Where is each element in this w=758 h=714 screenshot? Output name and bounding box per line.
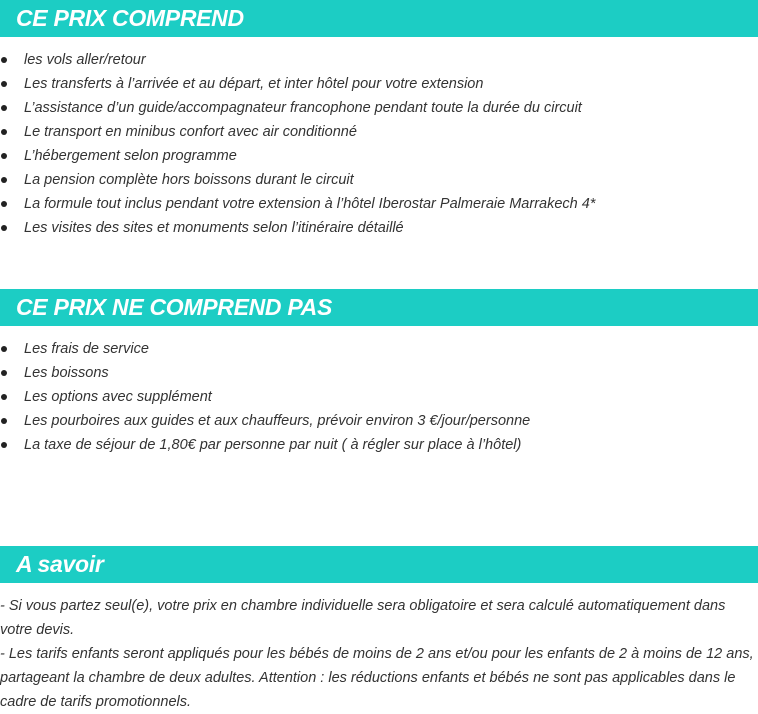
list-item	[0, 337, 758, 361]
list-item	[0, 192, 758, 216]
list-item-text: La formule tout inclus pendant votre extension à l’hôtel Iberostar Palmeraie Marrakech 4*	[24, 196, 596, 212]
list-item-text: Les transferts à l’arrivée et au départ, et inter hôtel pour votre extension	[24, 76, 484, 92]
list-item-text: La taxe de séjour de 1,80€ par personne par nuit ( à régler sur place à l’hôtel)	[24, 437, 522, 453]
bullet-icon	[1, 81, 7, 87]
list-item	[0, 361, 758, 385]
bullet-icon	[1, 346, 7, 352]
list-item	[0, 409, 758, 433]
list-item	[0, 216, 758, 240]
bullet-icon	[1, 418, 7, 424]
bullet-icon	[1, 394, 7, 400]
bullet-icon	[1, 57, 7, 63]
info-text-block	[0, 594, 756, 714]
list-item-text: La pension complète hors boissons durant le circuit	[24, 172, 354, 188]
bullet-icon	[1, 129, 7, 135]
list-item-text: L’assistance d’un guide/accompagnateur francophone pendant toute la durée du circuit	[24, 100, 582, 116]
list-item	[0, 144, 758, 168]
list-item-text: L’hébergement selon programme	[24, 148, 237, 164]
excluded-section-title: CE PRIX NE COMPREND PAS	[0, 289, 758, 326]
included-section-title: CE PRIX COMPREND	[0, 0, 758, 37]
bullet-icon	[1, 225, 7, 231]
list-item	[0, 48, 758, 72]
list-item-text: Le transport en minibus confort avec air conditionné	[24, 124, 357, 140]
list-item-text: Les boissons	[24, 365, 109, 381]
bullet-icon	[1, 201, 7, 207]
info-section-title: A savoir	[0, 546, 758, 583]
bullet-icon	[1, 105, 7, 111]
excluded-list	[0, 337, 758, 457]
bullet-icon	[1, 153, 7, 159]
info-paragraph: - Les tarifs enfants seront appliqués pour les bébés de moins de 2 ans et/ou pour les enfants de 2 à moins de 12 ans, partageant la chambre de deux adultes. Attention : les réductions enfants et bébés ne sont pas applicables dans le cadre de tarifs promotionnels.	[0, 646, 754, 710]
list-item-text: Les pourboires aux guides et aux chauffeurs, prévoir environ 3 €/jour/personne	[24, 413, 531, 429]
list-item-text: les vols aller/retour	[24, 52, 146, 68]
list-item	[0, 120, 758, 144]
list-item	[0, 168, 758, 192]
included-list	[0, 48, 758, 240]
list-item	[0, 72, 758, 96]
list-item	[0, 433, 758, 457]
list-item	[0, 96, 758, 120]
info-paragraph: - Si vous partez seul(e), votre prix en chambre individuelle sera obligatoire et sera calculé automatiquement dans votre devis.	[0, 598, 726, 638]
bullet-icon	[1, 370, 7, 376]
list-item-text: Les options avec supplément	[24, 389, 212, 405]
list-item-text: Les visites des sites et monuments selon l’itinéraire détaillé	[24, 220, 404, 236]
list-item-text: Les frais de service	[24, 341, 149, 357]
list-item	[0, 385, 758, 409]
bullet-icon	[1, 442, 7, 448]
bullet-icon	[1, 177, 7, 183]
